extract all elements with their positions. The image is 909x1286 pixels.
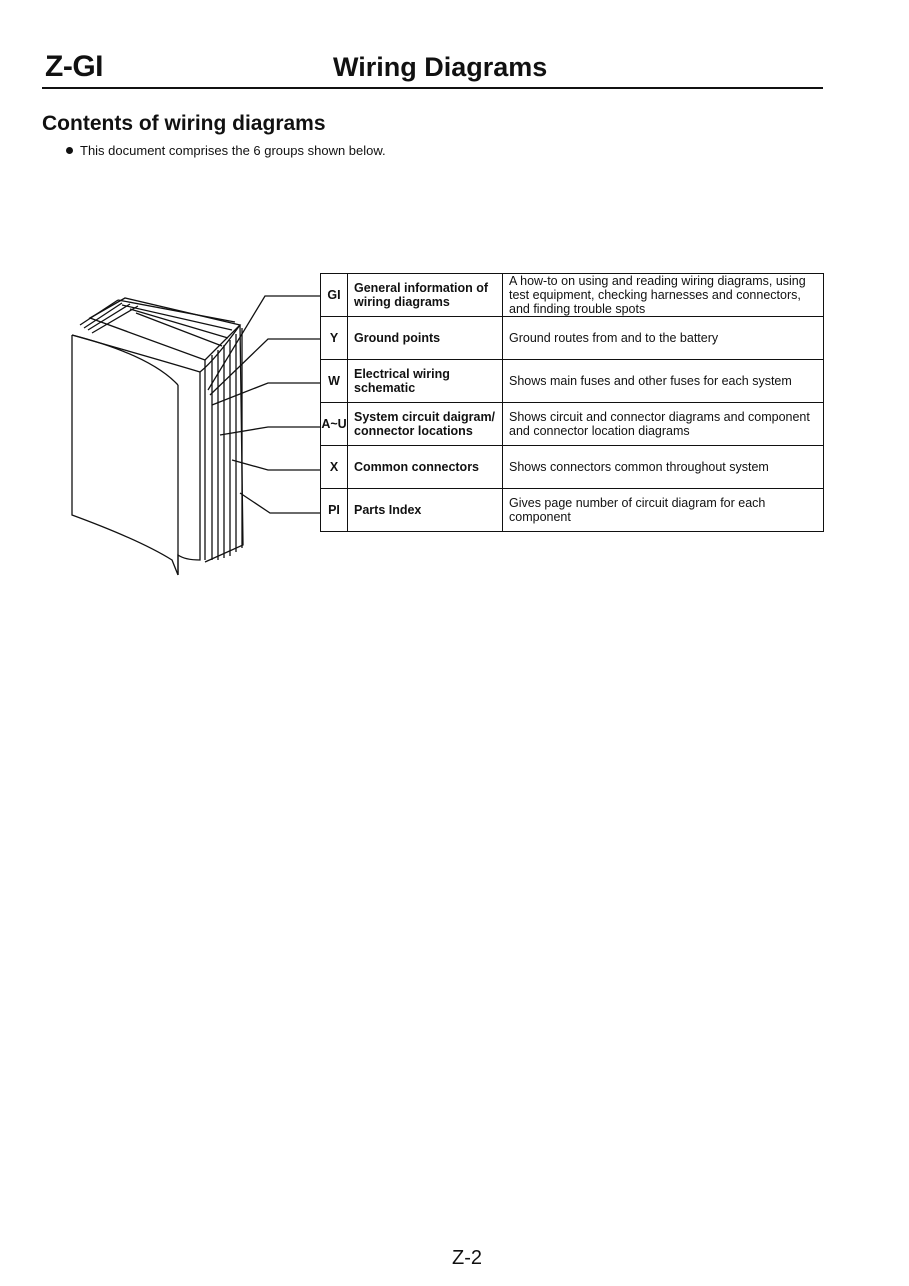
group-name: System circuit daigram/ connector locations: [348, 403, 503, 446]
group-name: Common connectors: [348, 446, 503, 489]
groups-table: [320, 273, 824, 532]
table-row: [321, 274, 824, 317]
group-description: A how-to on using and reading wiring diagrams, using test equipment, checking harnesses and connectors, and finding trouble spots: [503, 274, 824, 317]
leader-x: [232, 460, 320, 470]
section-code: Z-GI: [45, 50, 103, 83]
section-heading: Contents of wiring diagrams: [42, 112, 326, 135]
table-row: [321, 489, 824, 532]
intro-text: This document comprises the 6 groups shown below.: [80, 143, 386, 158]
group-description: Ground routes from and to the battery: [503, 317, 824, 360]
group-description: Shows connectors common throughout system: [503, 446, 824, 489]
leader-pi: [240, 493, 320, 513]
group-description: Shows circuit and connector diagrams and component and connector location diagrams: [503, 403, 824, 446]
page-title: Wiring Diagrams: [333, 52, 548, 82]
group-code: Y: [321, 317, 348, 360]
group-name: Electrical wiring schematic: [348, 360, 503, 403]
table-row: [321, 360, 824, 403]
group-code: GI: [321, 274, 348, 317]
group-name: General information of wiring diagrams: [348, 274, 503, 317]
table-row: [321, 446, 824, 489]
group-description: Gives page number of circuit diagram for each component: [503, 489, 824, 532]
group-description: Shows main fuses and other fuses for each system: [503, 360, 824, 403]
group-name: Parts Index: [348, 489, 503, 532]
leader-w: [212, 383, 320, 405]
table-row: [321, 403, 824, 446]
group-code: A~U: [321, 403, 348, 446]
group-code: PI: [321, 489, 348, 532]
group-name: Ground points: [348, 317, 503, 360]
leader-y: [210, 339, 320, 395]
group-code: X: [321, 446, 348, 489]
page-number: Z-2: [452, 1247, 482, 1269]
table-row: [321, 317, 824, 360]
leader-a-u: [220, 427, 320, 435]
group-code: W: [321, 360, 348, 403]
